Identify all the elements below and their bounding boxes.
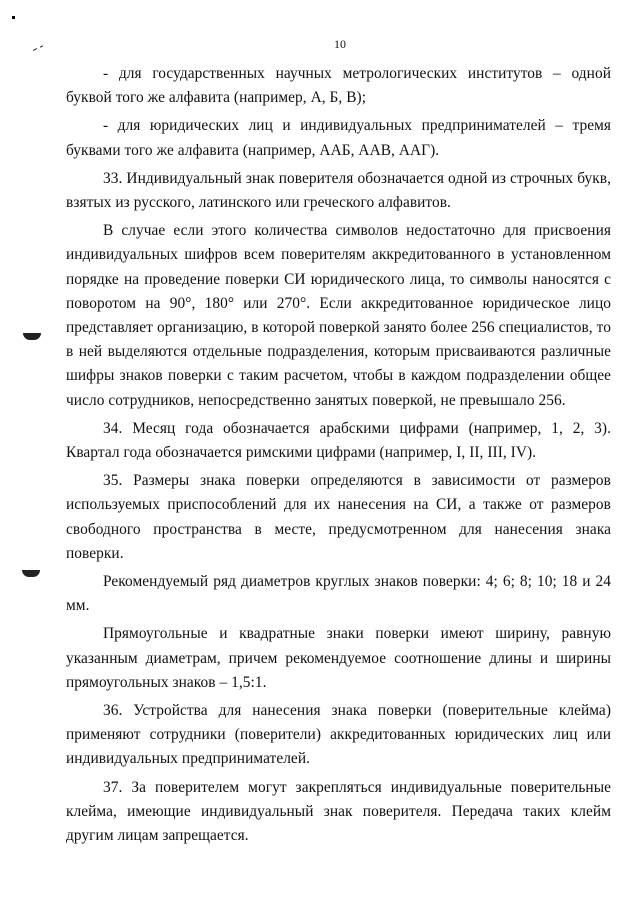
rectangular-marks: Прямоугольные и квадратные знаки поверки имеют ширину, равную указанным диаметрам, причем рекомендуемое соотношение длины и ширины прямоугольных знаков – 1,5:1. <box>66 625 611 691</box>
page-number: 10 <box>334 37 346 51</box>
clause-33: 33. Индивидуальный знак поверителя обозначается одной из строчных букв, взятых из русского, латинского или греческого алфавитов. <box>66 169 611 212</box>
clause-37: 37. За поверителем могут закрепляться индивидуальные поверительные клейма, имеющие индивидуальный знак поверителя. Передача таких клейм другим лицам запрещается. <box>66 778 611 845</box>
document-body <box>66 62 611 852</box>
clause-36: 36. Устройства для нанесения знака поверки (поверительные клейма) применяют сотрудники (поверители) аккредитованных юридических лиц или индивидуальных предпринимателей. <box>66 702 611 768</box>
binder-hole-mark <box>22 570 40 577</box>
clause-33-continuation: В случае если этого количества символов недостаточно для присвоения индивидуальных шифров всем поверителям аккредитованного в установленном порядке на проведение поверки СИ юридического лица, то символы наносятся с поворотом на 90°, 180° или 270°. Если аккредитованное юридическое лицо представляет организацию, в которой поверкой занято более 256 специалистов, то в ней выделяются отдельные подразделения, которым присваиваются различные шифры знаков поверки с таким расчетом, чтобы в каждом подразделении общее число сотрудников, непосредственно занятых поверкой, не превышало 256. <box>66 222 611 409</box>
list-item-state-institutes: - для государственных научных метрологических институтов – одной буквой того же алфавита (например, А, Б, В); <box>66 65 611 107</box>
recommended-diameters: Рекомендуемый ряд диаметров круглых знаков поверки: 4; 6; 8; 10; 18 и 24 мм. <box>66 573 611 615</box>
list-item-legal-entities: - для юридических лиц и индивидуальных предпринимателей – тремя буквами того же алфавита (например, ААБ, ААВ, ААГ). <box>66 117 611 159</box>
clause-34: 34. Месяц года обозначается арабскими цифрами (например, 1, 2, 3). Квартал года обозначается римскими цифрами (например, I, II, III, IV). <box>66 419 611 462</box>
clause-35: 35. Размеры знака поверки определяются в зависимости от размеров используемых приспособлений для их нанесения на СИ, а также от размеров свободного пространства в месте, предусмотренном для нанесения знака поверки. <box>66 472 611 562</box>
scan-speck <box>12 16 15 19</box>
binder-hole-mark <box>23 333 41 340</box>
